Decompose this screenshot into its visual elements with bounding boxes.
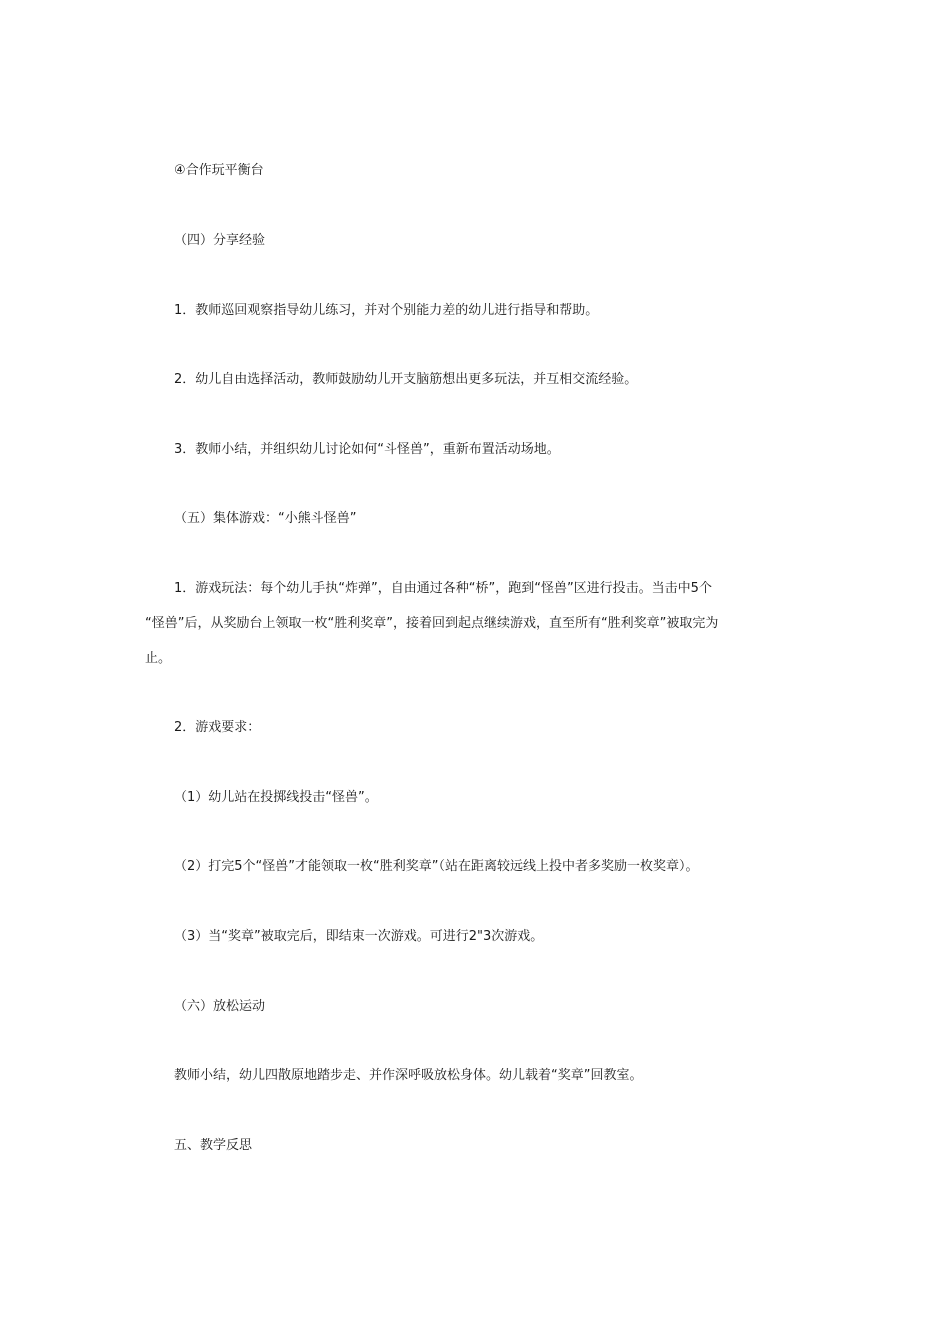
paragraph-game-rules-line-2: “怪兽”后，从奖励台上领取一枚“胜利奖章”，接着回到起点继续游戏，直至所有“胜利奖章”被取完为	[145, 616, 719, 631]
section-heading-share-experience: （四）分享经验	[174, 233, 266, 248]
paragraph-requirement-1: （1）幼儿站在投掷线投击“怪兽”。	[174, 790, 378, 805]
paragraph-game-rules-line-3: 止。	[145, 651, 172, 666]
paragraph-item-3: 3．教师小结，并组织幼儿讨论如何“斗怪兽”，重新布置活动场地。	[174, 442, 560, 457]
paragraph-game-requirements: 2．游戏要求：	[174, 720, 261, 735]
section-heading-group-game: （五）集体游戏：“小熊斗怪兽”	[174, 511, 357, 526]
paragraph-game-rules-line-1: 1．游戏玩法：每个幼儿手执“炸弹”，自由通过各种“桥”，跑到“怪兽”区进行投击。当击中5个	[174, 581, 712, 596]
paragraph-requirement-2: （2）打完5个“怪兽”才能领取一枚“胜利奖章”（站在距离较远线上投中者多奖励一枚奖章）。	[174, 859, 699, 874]
section-heading-teaching-reflection: 五、教学反思	[174, 1138, 253, 1153]
paragraph-item-2: 2．幼儿自由选择活动，教师鼓励幼儿开支脑筋想出更多玩法，并互相交流经验。	[174, 372, 638, 387]
paragraph-balance-platform: ④合作玩平衡台	[174, 163, 264, 178]
paragraph-item-1: 1．教师巡回观察指导幼儿练习，并对个别能力差的幼儿进行指导和帮助。	[174, 303, 599, 318]
paragraph-teacher-summary: 教师小结，幼儿四散原地踏步走、并作深呼吸放松身体。幼儿载着“奖章”回教室。	[174, 1068, 643, 1083]
section-heading-relaxation: （六）放松运动	[174, 999, 266, 1014]
paragraph-requirement-3: （3）当“奖章”被取完后，即结束一次游戏。可进行2"3次游戏。	[174, 929, 544, 944]
